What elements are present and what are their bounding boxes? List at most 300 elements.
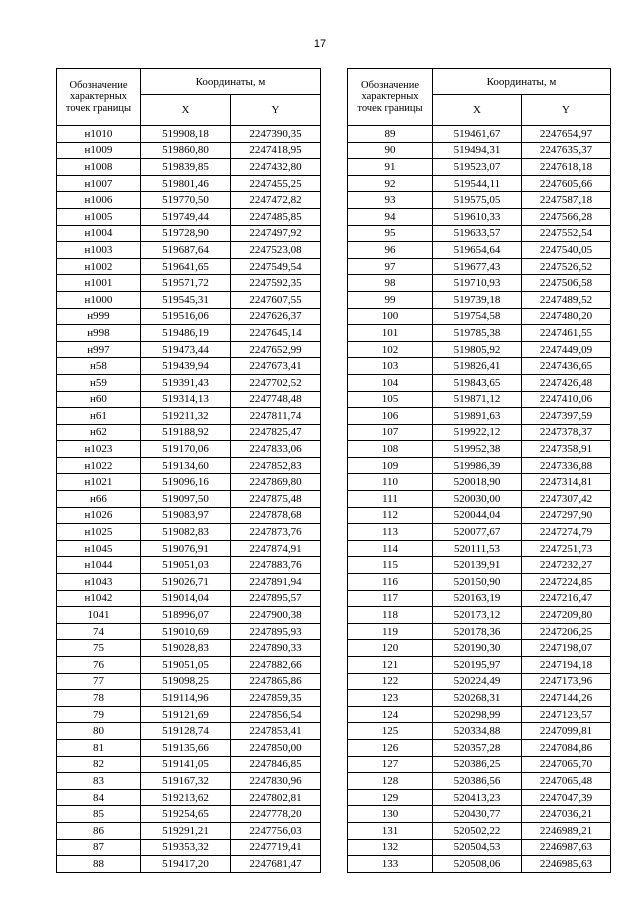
y-coordinate-cell: 2247869,80 bbox=[231, 474, 321, 491]
point-id-cell: н1045 bbox=[57, 540, 141, 557]
y-coordinate-cell: 2247173,96 bbox=[522, 673, 611, 690]
y-coordinate-cell: 2247856,54 bbox=[231, 706, 321, 723]
table-row bbox=[57, 391, 321, 408]
x-coordinate-cell: 519098,25 bbox=[141, 673, 231, 690]
x-coordinate-cell: 519486,19 bbox=[141, 325, 231, 342]
table-row bbox=[348, 806, 611, 823]
point-id-cell: 125 bbox=[348, 723, 433, 740]
point-id-cell: 96 bbox=[348, 242, 433, 259]
coordinates-table-right bbox=[347, 68, 611, 873]
table-row bbox=[57, 441, 321, 458]
x-coordinate-cell: 518996,07 bbox=[141, 607, 231, 624]
table-row bbox=[348, 491, 611, 508]
point-id-cell: 86 bbox=[57, 822, 141, 839]
table-row bbox=[348, 540, 611, 557]
point-id-cell: н1010 bbox=[57, 126, 141, 143]
coordinates-table-left bbox=[56, 68, 321, 873]
table-row bbox=[348, 640, 611, 657]
y-coordinate-cell: 2247540,05 bbox=[522, 242, 611, 259]
x-coordinate-cell: 519141,05 bbox=[141, 756, 231, 773]
x-coordinate-cell: 519728,90 bbox=[141, 225, 231, 242]
table-row bbox=[57, 540, 321, 557]
x-coordinate-cell: 519096,16 bbox=[141, 474, 231, 491]
point-id-cell: н61 bbox=[57, 408, 141, 425]
table-row bbox=[57, 856, 321, 873]
point-id-cell: 128 bbox=[348, 773, 433, 790]
x-coordinate-cell: 520298,99 bbox=[433, 706, 522, 723]
x-coordinate-cell: 519749,44 bbox=[141, 208, 231, 225]
point-id-cell: н1001 bbox=[57, 275, 141, 292]
table-row bbox=[348, 557, 611, 574]
x-header: X bbox=[141, 95, 231, 126]
x-coordinate-cell: 519986,39 bbox=[433, 457, 522, 474]
table-row bbox=[57, 374, 321, 391]
point-id-cell: 110 bbox=[348, 474, 433, 491]
point-id-cell: 85 bbox=[57, 806, 141, 823]
x-coordinate-cell: 519211,32 bbox=[141, 408, 231, 425]
y-coordinate-cell: 2247875,48 bbox=[231, 491, 321, 508]
point-id-cell: 101 bbox=[348, 325, 433, 342]
y-coordinate-cell: 2247410,06 bbox=[522, 391, 611, 408]
y-coordinate-cell: 2246985,63 bbox=[522, 856, 611, 873]
x-coordinate-cell: 519523,07 bbox=[433, 159, 522, 176]
point-id-cell: 126 bbox=[348, 739, 433, 756]
y-coordinate-cell: 2247489,52 bbox=[522, 291, 611, 308]
y-coordinate-cell: 2247878,68 bbox=[231, 507, 321, 524]
point-id-cell: 93 bbox=[348, 192, 433, 209]
x-coordinate-cell: 519014,04 bbox=[141, 590, 231, 607]
x-coordinate-cell: 519805,92 bbox=[433, 341, 522, 358]
table-row bbox=[57, 126, 321, 143]
table-row bbox=[348, 242, 611, 259]
y-coordinate-cell: 2247882,66 bbox=[231, 657, 321, 674]
y-coordinate-cell: 2247654,97 bbox=[522, 126, 611, 143]
x-coordinate-cell: 519134,60 bbox=[141, 457, 231, 474]
point-id-cell: 89 bbox=[348, 126, 433, 143]
point-id-cell: 95 bbox=[348, 225, 433, 242]
table-row bbox=[57, 474, 321, 491]
x-coordinate-cell: 519135,66 bbox=[141, 739, 231, 756]
table-row bbox=[57, 275, 321, 292]
x-coordinate-cell: 519641,65 bbox=[141, 258, 231, 275]
x-coordinate-cell: 519051,05 bbox=[141, 657, 231, 674]
point-id-cell: н1002 bbox=[57, 258, 141, 275]
x-coordinate-cell: 520504,53 bbox=[433, 839, 522, 856]
table-row bbox=[57, 408, 321, 425]
x-coordinate-cell: 519922,12 bbox=[433, 424, 522, 441]
y-coordinate-cell: 2247297,90 bbox=[522, 507, 611, 524]
y-coordinate-cell: 2247846,85 bbox=[231, 756, 321, 773]
table-row bbox=[348, 657, 611, 674]
y-coordinate-cell: 2247673,41 bbox=[231, 358, 321, 375]
y-coordinate-cell: 2247206,25 bbox=[522, 623, 611, 640]
table-row bbox=[57, 822, 321, 839]
y-coordinate-cell: 2247194,18 bbox=[522, 657, 611, 674]
point-id-cell: 88 bbox=[57, 856, 141, 873]
x-coordinate-cell: 520224,49 bbox=[433, 673, 522, 690]
x-coordinate-cell: 520077,67 bbox=[433, 524, 522, 541]
table-row bbox=[348, 723, 611, 740]
table-row bbox=[57, 607, 321, 624]
point-id-cell: н1021 bbox=[57, 474, 141, 491]
point-id-cell: 98 bbox=[348, 275, 433, 292]
table-row bbox=[57, 690, 321, 707]
table-row bbox=[57, 225, 321, 242]
y-coordinate-cell: 2247274,79 bbox=[522, 524, 611, 541]
point-id-cell: 102 bbox=[348, 341, 433, 358]
point-id-cell: 78 bbox=[57, 690, 141, 707]
x-coordinate-cell: 519114,96 bbox=[141, 690, 231, 707]
y-coordinate-cell: 2247895,93 bbox=[231, 623, 321, 640]
x-coordinate-cell: 519473,44 bbox=[141, 341, 231, 358]
table-row bbox=[348, 441, 611, 458]
point-id-cell: 104 bbox=[348, 374, 433, 391]
y-header: Y bbox=[522, 95, 611, 126]
point-id-cell: 130 bbox=[348, 806, 433, 823]
y-coordinate-cell: 2247549,54 bbox=[231, 258, 321, 275]
y-coordinate-cell: 2247314,81 bbox=[522, 474, 611, 491]
x-coordinate-cell: 519417,20 bbox=[141, 856, 231, 873]
x-coordinate-cell: 519891,63 bbox=[433, 408, 522, 425]
y-coordinate-cell: 2247390,35 bbox=[231, 126, 321, 143]
x-coordinate-cell: 520018,90 bbox=[433, 474, 522, 491]
point-id-cell: 107 bbox=[348, 424, 433, 441]
x-coordinate-cell: 519083,97 bbox=[141, 507, 231, 524]
table-row bbox=[348, 341, 611, 358]
table-row bbox=[57, 291, 321, 308]
point-id-cell: н1043 bbox=[57, 574, 141, 591]
table-row bbox=[348, 374, 611, 391]
y-coordinate-cell: 2247198,07 bbox=[522, 640, 611, 657]
y-coordinate-cell: 2247523,08 bbox=[231, 242, 321, 259]
table-row bbox=[57, 574, 321, 591]
table-row bbox=[57, 657, 321, 674]
x-coordinate-cell: 519010,69 bbox=[141, 623, 231, 640]
x-coordinate-cell: 519571,72 bbox=[141, 275, 231, 292]
point-id-cell: 127 bbox=[348, 756, 433, 773]
point-id-cell: н1003 bbox=[57, 242, 141, 259]
point-id-cell: 106 bbox=[348, 408, 433, 425]
x-coordinate-cell: 519545,31 bbox=[141, 291, 231, 308]
x-coordinate-cell: 519291,21 bbox=[141, 822, 231, 839]
y-coordinate-cell: 2247144,26 bbox=[522, 690, 611, 707]
point-id-cell: н1023 bbox=[57, 441, 141, 458]
x-coordinate-cell: 519188,92 bbox=[141, 424, 231, 441]
y-coordinate-cell: 2247397,59 bbox=[522, 408, 611, 425]
point-id-cell: н1022 bbox=[57, 457, 141, 474]
y-coordinate-cell: 2247036,21 bbox=[522, 806, 611, 823]
x-coordinate-cell: 519610,33 bbox=[433, 208, 522, 225]
x-coordinate-cell: 519654,64 bbox=[433, 242, 522, 259]
table-row bbox=[348, 739, 611, 756]
table-row bbox=[57, 673, 321, 690]
y-coordinate-cell: 2247883,76 bbox=[231, 557, 321, 574]
y-coordinate-cell: 2247756,03 bbox=[231, 822, 321, 839]
point-id-cell: 115 bbox=[348, 557, 433, 574]
y-coordinate-cell: 2247652,99 bbox=[231, 341, 321, 358]
point-id-cell: н1000 bbox=[57, 291, 141, 308]
point-id-cell: 116 bbox=[348, 574, 433, 591]
table-row bbox=[57, 756, 321, 773]
table-row bbox=[57, 806, 321, 823]
x-coordinate-cell: 520386,25 bbox=[433, 756, 522, 773]
x-coordinate-cell: 519121,69 bbox=[141, 706, 231, 723]
table-row bbox=[57, 457, 321, 474]
x-coordinate-cell: 520173,12 bbox=[433, 607, 522, 624]
y-header: Y bbox=[231, 95, 321, 126]
x-coordinate-cell: 519097,50 bbox=[141, 491, 231, 508]
left-table-body bbox=[57, 126, 321, 873]
x-coordinate-cell: 519353,32 bbox=[141, 839, 231, 856]
x-coordinate-cell: 519076,91 bbox=[141, 540, 231, 557]
table-row bbox=[348, 275, 611, 292]
table-row bbox=[348, 690, 611, 707]
point-id-cell: 122 bbox=[348, 673, 433, 690]
point-id-cell: н66 bbox=[57, 491, 141, 508]
y-coordinate-cell: 2247472,82 bbox=[231, 192, 321, 209]
point-id-cell: 91 bbox=[348, 159, 433, 176]
y-coordinate-cell: 2247436,65 bbox=[522, 358, 611, 375]
y-coordinate-cell: 2247626,37 bbox=[231, 308, 321, 325]
point-id-cell: 87 bbox=[57, 839, 141, 856]
y-coordinate-cell: 2247874,91 bbox=[231, 540, 321, 557]
x-coordinate-cell: 520508,06 bbox=[433, 856, 522, 873]
x-coordinate-cell: 519860,80 bbox=[141, 142, 231, 159]
x-coordinate-cell: 519028,83 bbox=[141, 640, 231, 657]
table-row bbox=[348, 358, 611, 375]
x-header: X bbox=[433, 95, 522, 126]
y-coordinate-cell: 2247418,95 bbox=[231, 142, 321, 159]
point-id-cell: 74 bbox=[57, 623, 141, 640]
point-id-cell: н62 bbox=[57, 424, 141, 441]
y-coordinate-cell: 2247592,35 bbox=[231, 275, 321, 292]
y-coordinate-cell: 2247209,80 bbox=[522, 607, 611, 624]
x-coordinate-cell: 519677,43 bbox=[433, 258, 522, 275]
y-coordinate-cell: 2247526,52 bbox=[522, 258, 611, 275]
point-id-cell: н1007 bbox=[57, 175, 141, 192]
table-row bbox=[348, 839, 611, 856]
x-coordinate-cell: 519843,65 bbox=[433, 374, 522, 391]
point-id-cell: 82 bbox=[57, 756, 141, 773]
point-id-cell: н58 bbox=[57, 358, 141, 375]
point-id-cell: 109 bbox=[348, 457, 433, 474]
x-coordinate-cell: 519633,57 bbox=[433, 225, 522, 242]
y-coordinate-cell: 2247307,42 bbox=[522, 491, 611, 508]
x-coordinate-cell: 519494,31 bbox=[433, 142, 522, 159]
x-coordinate-cell: 519082,83 bbox=[141, 524, 231, 541]
x-coordinate-cell: 520268,31 bbox=[433, 690, 522, 707]
y-coordinate-cell: 2247099,81 bbox=[522, 723, 611, 740]
y-coordinate-cell: 2247890,33 bbox=[231, 640, 321, 657]
table-row bbox=[348, 308, 611, 325]
point-id-cell: 121 bbox=[348, 657, 433, 674]
table-row bbox=[57, 739, 321, 756]
y-coordinate-cell: 2247900,38 bbox=[231, 607, 321, 624]
x-coordinate-cell: 519439,94 bbox=[141, 358, 231, 375]
x-coordinate-cell: 520111,53 bbox=[433, 540, 522, 557]
table-row bbox=[348, 457, 611, 474]
x-coordinate-cell: 520178,36 bbox=[433, 623, 522, 640]
point-id-cell: 1041 bbox=[57, 607, 141, 624]
table-row bbox=[348, 574, 611, 591]
x-coordinate-cell: 519839,85 bbox=[141, 159, 231, 176]
y-coordinate-cell: 2247859,35 bbox=[231, 690, 321, 707]
table-row bbox=[57, 341, 321, 358]
table-row bbox=[57, 789, 321, 806]
y-coordinate-cell: 2247865,86 bbox=[231, 673, 321, 690]
point-id-cell: н1006 bbox=[57, 192, 141, 209]
point-id-cell: 79 bbox=[57, 706, 141, 723]
table-row bbox=[348, 325, 611, 342]
point-id-cell: 100 bbox=[348, 308, 433, 325]
point-id-cell: 113 bbox=[348, 524, 433, 541]
point-id-cell: н998 bbox=[57, 325, 141, 342]
x-coordinate-cell: 519170,06 bbox=[141, 441, 231, 458]
table-row bbox=[348, 607, 611, 624]
point-id-cell: 108 bbox=[348, 441, 433, 458]
y-coordinate-cell: 2247224,85 bbox=[522, 574, 611, 591]
x-coordinate-cell: 520430,77 bbox=[433, 806, 522, 823]
page-number: 17 bbox=[313, 38, 327, 50]
point-id-cell: 129 bbox=[348, 789, 433, 806]
point-id-cell: 77 bbox=[57, 673, 141, 690]
point-id-cell: н60 bbox=[57, 391, 141, 408]
table-row bbox=[348, 822, 611, 839]
table-row bbox=[348, 142, 611, 159]
table-row bbox=[348, 192, 611, 209]
point-id-cell: 83 bbox=[57, 773, 141, 790]
table-row bbox=[57, 491, 321, 508]
table-row bbox=[348, 789, 611, 806]
x-coordinate-cell: 519754,58 bbox=[433, 308, 522, 325]
table-row bbox=[348, 756, 611, 773]
coordinates-header: Координаты, м bbox=[141, 69, 321, 95]
y-coordinate-cell: 2247566,28 bbox=[522, 208, 611, 225]
table-row bbox=[348, 208, 611, 225]
x-coordinate-cell: 519739,18 bbox=[433, 291, 522, 308]
x-coordinate-cell: 519952,38 bbox=[433, 441, 522, 458]
y-coordinate-cell: 2247455,25 bbox=[231, 175, 321, 192]
y-coordinate-cell: 2247850,00 bbox=[231, 739, 321, 756]
right-table-body bbox=[348, 126, 611, 873]
x-coordinate-cell: 520190,30 bbox=[433, 640, 522, 657]
point-id-cell: 118 bbox=[348, 607, 433, 624]
table-row bbox=[57, 424, 321, 441]
point-id-cell: 81 bbox=[57, 739, 141, 756]
y-coordinate-cell: 2247830,96 bbox=[231, 773, 321, 790]
table-row bbox=[348, 773, 611, 790]
y-coordinate-cell: 2247047,39 bbox=[522, 789, 611, 806]
table-row bbox=[348, 623, 611, 640]
x-coordinate-cell: 519314,13 bbox=[141, 391, 231, 408]
x-coordinate-cell: 519544,11 bbox=[433, 175, 522, 192]
y-coordinate-cell: 2247251,73 bbox=[522, 540, 611, 557]
table-row bbox=[348, 225, 611, 242]
table-row bbox=[57, 325, 321, 342]
x-coordinate-cell: 520357,28 bbox=[433, 739, 522, 756]
y-coordinate-cell: 2247461,55 bbox=[522, 325, 611, 342]
point-id-cell: 97 bbox=[348, 258, 433, 275]
x-coordinate-cell: 519254,65 bbox=[141, 806, 231, 823]
y-coordinate-cell: 2247635,37 bbox=[522, 142, 611, 159]
x-coordinate-cell: 519575,05 bbox=[433, 192, 522, 209]
y-coordinate-cell: 2247681,47 bbox=[231, 856, 321, 873]
x-coordinate-cell: 519128,74 bbox=[141, 723, 231, 740]
table-row bbox=[348, 159, 611, 176]
coordinates-header: Координаты, м bbox=[433, 69, 611, 95]
x-coordinate-cell: 520139,91 bbox=[433, 557, 522, 574]
x-coordinate-cell: 520163,19 bbox=[433, 590, 522, 607]
table-row bbox=[57, 192, 321, 209]
y-coordinate-cell: 2247216,47 bbox=[522, 590, 611, 607]
x-coordinate-cell: 520044,04 bbox=[433, 507, 522, 524]
table-row bbox=[57, 358, 321, 375]
table-row bbox=[57, 839, 321, 856]
y-coordinate-cell: 2247605,66 bbox=[522, 175, 611, 192]
point-id-cell: н999 bbox=[57, 308, 141, 325]
x-coordinate-cell: 520386,56 bbox=[433, 773, 522, 790]
point-id-cell: 105 bbox=[348, 391, 433, 408]
point-id-cell: 120 bbox=[348, 640, 433, 657]
point-id-cell: н59 bbox=[57, 374, 141, 391]
point-id-cell: н1009 bbox=[57, 142, 141, 159]
y-coordinate-cell: 2247084,86 bbox=[522, 739, 611, 756]
y-coordinate-cell: 2247432,80 bbox=[231, 159, 321, 176]
point-id-cell: 123 bbox=[348, 690, 433, 707]
point-id-cell: 131 bbox=[348, 822, 433, 839]
table-row bbox=[57, 308, 321, 325]
table-row bbox=[57, 242, 321, 259]
y-coordinate-cell: 2247811,74 bbox=[231, 408, 321, 425]
x-coordinate-cell: 520334,88 bbox=[433, 723, 522, 740]
y-coordinate-cell: 2247607,55 bbox=[231, 291, 321, 308]
y-coordinate-cell: 2247480,20 bbox=[522, 308, 611, 325]
point-header: Обозначение характерных точек границы bbox=[348, 69, 433, 126]
table-row bbox=[348, 706, 611, 723]
table-row bbox=[57, 159, 321, 176]
point-id-cell: н1025 bbox=[57, 524, 141, 541]
point-id-cell: 112 bbox=[348, 507, 433, 524]
y-coordinate-cell: 2247587,18 bbox=[522, 192, 611, 209]
x-coordinate-cell: 520030,00 bbox=[433, 491, 522, 508]
table-row bbox=[57, 208, 321, 225]
point-id-cell: н1044 bbox=[57, 557, 141, 574]
point-header: Обозначение характерных точек границы bbox=[57, 69, 141, 126]
y-coordinate-cell: 2247702,52 bbox=[231, 374, 321, 391]
y-coordinate-cell: 2247485,85 bbox=[231, 208, 321, 225]
y-coordinate-cell: 2247873,76 bbox=[231, 524, 321, 541]
table-row bbox=[348, 507, 611, 524]
x-coordinate-cell: 519770,50 bbox=[141, 192, 231, 209]
point-id-cell: 114 bbox=[348, 540, 433, 557]
table-row bbox=[348, 126, 611, 143]
point-id-cell: 111 bbox=[348, 491, 433, 508]
x-coordinate-cell: 519461,67 bbox=[433, 126, 522, 143]
x-coordinate-cell: 519167,32 bbox=[141, 773, 231, 790]
table-row bbox=[348, 856, 611, 873]
x-coordinate-cell: 519801,46 bbox=[141, 175, 231, 192]
table-row bbox=[348, 175, 611, 192]
y-coordinate-cell: 2247853,41 bbox=[231, 723, 321, 740]
y-coordinate-cell: 2247449,09 bbox=[522, 341, 611, 358]
y-coordinate-cell: 2247232,27 bbox=[522, 557, 611, 574]
y-coordinate-cell: 2247833,06 bbox=[231, 441, 321, 458]
y-coordinate-cell: 2247778,20 bbox=[231, 806, 321, 823]
y-coordinate-cell: 2247358,91 bbox=[522, 441, 611, 458]
table-row bbox=[348, 258, 611, 275]
y-coordinate-cell: 2247618,18 bbox=[522, 159, 611, 176]
table-row bbox=[57, 723, 321, 740]
